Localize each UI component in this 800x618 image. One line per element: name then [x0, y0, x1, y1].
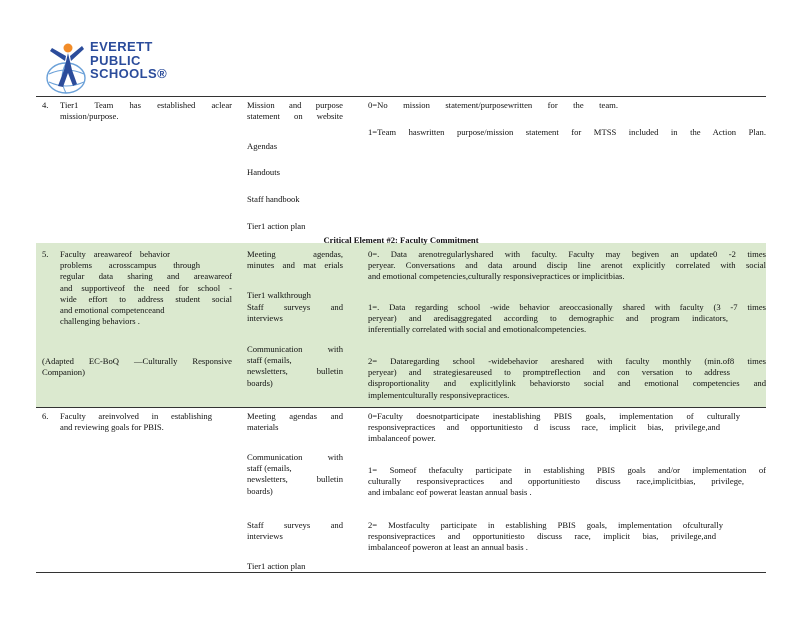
- evidence-line: Handouts: [247, 167, 280, 177]
- evidence-group: [247, 411, 343, 433]
- score-level: [368, 249, 766, 283]
- evidence-line: interviews: [247, 313, 283, 324]
- evidence-line: Meeting agendas and: [247, 411, 343, 421]
- evidence-line: statement on website: [247, 111, 343, 122]
- item-line: Tier1 Team has established aclear: [60, 100, 232, 110]
- score-line: 0=. Data arenotregularlyshared with faculty. Faculty may begiven an update0 -2 times: [368, 249, 766, 259]
- item-line: Faculty areinvolved in establishing: [60, 411, 212, 421]
- row-number: 4.: [42, 100, 49, 110]
- item-line: and emotional competenceand: [60, 304, 165, 315]
- critical-element-title: Critical Element #2: Faculty Commitment: [323, 235, 479, 245]
- source-line: (Adapted EC-BoQ —Culturally Responsive: [42, 356, 232, 366]
- item-line: mission/purpose.: [60, 111, 119, 122]
- table-rule-bottom: [36, 572, 766, 573]
- score-line: disproportionality and explicitlylink behaviorsto social and emotional competencies and: [368, 378, 766, 389]
- item-line: challenging behaviors .: [60, 316, 140, 327]
- row-item: [60, 100, 232, 122]
- row-number: 5.: [42, 249, 49, 259]
- score-level: [368, 520, 766, 554]
- evidence-group: [247, 344, 343, 389]
- score-line: 0=Faculty doesnotparticipate inestablishing PBIS goals, implementation of culturally: [368, 411, 740, 421]
- evidence-group: [247, 249, 343, 271]
- item-line: regular data sharing and areawareof: [60, 271, 232, 282]
- score-line: peryear) and aredisaggregated according to demographic and program indicators,: [368, 313, 728, 324]
- item-line: and reviewing goals for PBIS.: [60, 422, 164, 433]
- score-level: [368, 411, 766, 445]
- evidence-line: Tier1 walkthrough: [247, 290, 311, 300]
- score-line: culturally responsivepractices and opportunitiesto discuss race,implicitbias, privilege,: [368, 476, 744, 487]
- score-line: responsivepractices and opportunitiesto d iscuss race, implicit bias, privilege,and: [368, 422, 720, 433]
- logo-line-3: SCHOOLS®: [90, 66, 168, 81]
- score-line: 2= Dataregarding school -widebehavior areshared with faculty monthly (min.of8 times: [368, 356, 766, 366]
- logo-figure-icon: [44, 40, 90, 98]
- evidence-line: Staff surveys and: [247, 302, 343, 312]
- evidence-line: Staff surveys and: [247, 520, 343, 530]
- item-line: and supportiveof the need for school -: [60, 282, 232, 293]
- row-item-source: [42, 356, 232, 378]
- item-line: problems acrosscampus through: [60, 260, 200, 271]
- score-line: imbalanceof poweron at least an annual basis .: [368, 542, 528, 553]
- score-line: peryear) and strategiesareused to promptreflection and con versation to address: [368, 367, 730, 378]
- score-level: [368, 356, 766, 401]
- evidence-line: minutes and mat erials: [247, 260, 343, 271]
- score-line: 0=No mission statement/purposewritten for the team.: [368, 100, 618, 110]
- table-rule-row-6: [36, 407, 766, 408]
- item-line: wide effort to address student social: [60, 293, 232, 304]
- score-level: [368, 127, 766, 138]
- score-line: inferentially correlated with social and emotionalcompetencies.: [368, 324, 587, 335]
- score-line: 1=. Data regarding school -wide behavior areoccasionally shared with faculty (3 -7 times: [368, 302, 766, 312]
- row-item: [60, 249, 232, 327]
- evidence-line: newsletters, bulletin: [247, 474, 343, 485]
- evidence-line: Agendas: [247, 141, 278, 151]
- row-number: 6.: [42, 411, 49, 421]
- score-level: [368, 465, 766, 499]
- evidence-group: [247, 302, 343, 324]
- score-level: [368, 100, 618, 111]
- evidence-line: staff (emails,: [247, 463, 292, 474]
- evidence-line: materials: [247, 422, 279, 433]
- score-line: responsivepractices and opportunitiesto discuss race, implicit bias, privilege,and: [368, 531, 716, 542]
- source-line: Companion): [42, 367, 85, 378]
- evidence-line: Tier1 action plan: [247, 561, 306, 571]
- evidence-line: interviews: [247, 531, 283, 542]
- score-line: and imbalanc eof powerat leastan annual basis .: [368, 487, 532, 498]
- logo-line-2: PUBLIC: [90, 52, 141, 68]
- score-level: [368, 302, 766, 336]
- score-line: and emotional competencies,culturally responsivepractices or implicitbias.: [368, 271, 625, 282]
- evidence-group: [247, 100, 343, 122]
- evidence-line: Communication with: [247, 452, 343, 462]
- score-line: 2= Mostfaculty participate in establishing PBIS goals, implementation ofculturally: [368, 520, 723, 530]
- district-logo: [44, 40, 184, 98]
- evidence-line: Mission and purpose: [247, 100, 343, 110]
- score-line: implementculturally responsivepractices.: [368, 389, 510, 400]
- evidence-line: Meeting agendas,: [247, 249, 343, 259]
- evidence-line: boards): [247, 485, 273, 496]
- table-rule-top: [36, 96, 766, 97]
- evidence-line: staff (emails,: [247, 355, 292, 366]
- evidence-line: boards): [247, 377, 273, 388]
- score-line: peryear. Conversations and data around discip line arenot explicitly correlated with social: [368, 260, 766, 271]
- evidence-line: Staff handbook: [247, 194, 300, 204]
- logo-line-1: EVERETT: [90, 39, 153, 54]
- evidence-group: [247, 520, 343, 542]
- evidence-line: newsletters, bulletin: [247, 366, 343, 377]
- score-line: 1= Someof thefaculty participate in establishing PBIS goals and/or implementation of: [368, 465, 766, 475]
- score-line: 1=Team haswritten purpose/mission statement for MTSS included in the Action Plan.: [368, 127, 766, 137]
- logo-wordmark: [90, 40, 167, 81]
- evidence-line: Tier1 action plan: [247, 221, 306, 231]
- row-item: [60, 411, 232, 433]
- evidence-group: [247, 452, 343, 497]
- evidence-line: Communication with: [247, 344, 343, 354]
- score-line: imbalanceof power.: [368, 433, 436, 444]
- item-line: Faculty areawareof behavior: [60, 249, 170, 259]
